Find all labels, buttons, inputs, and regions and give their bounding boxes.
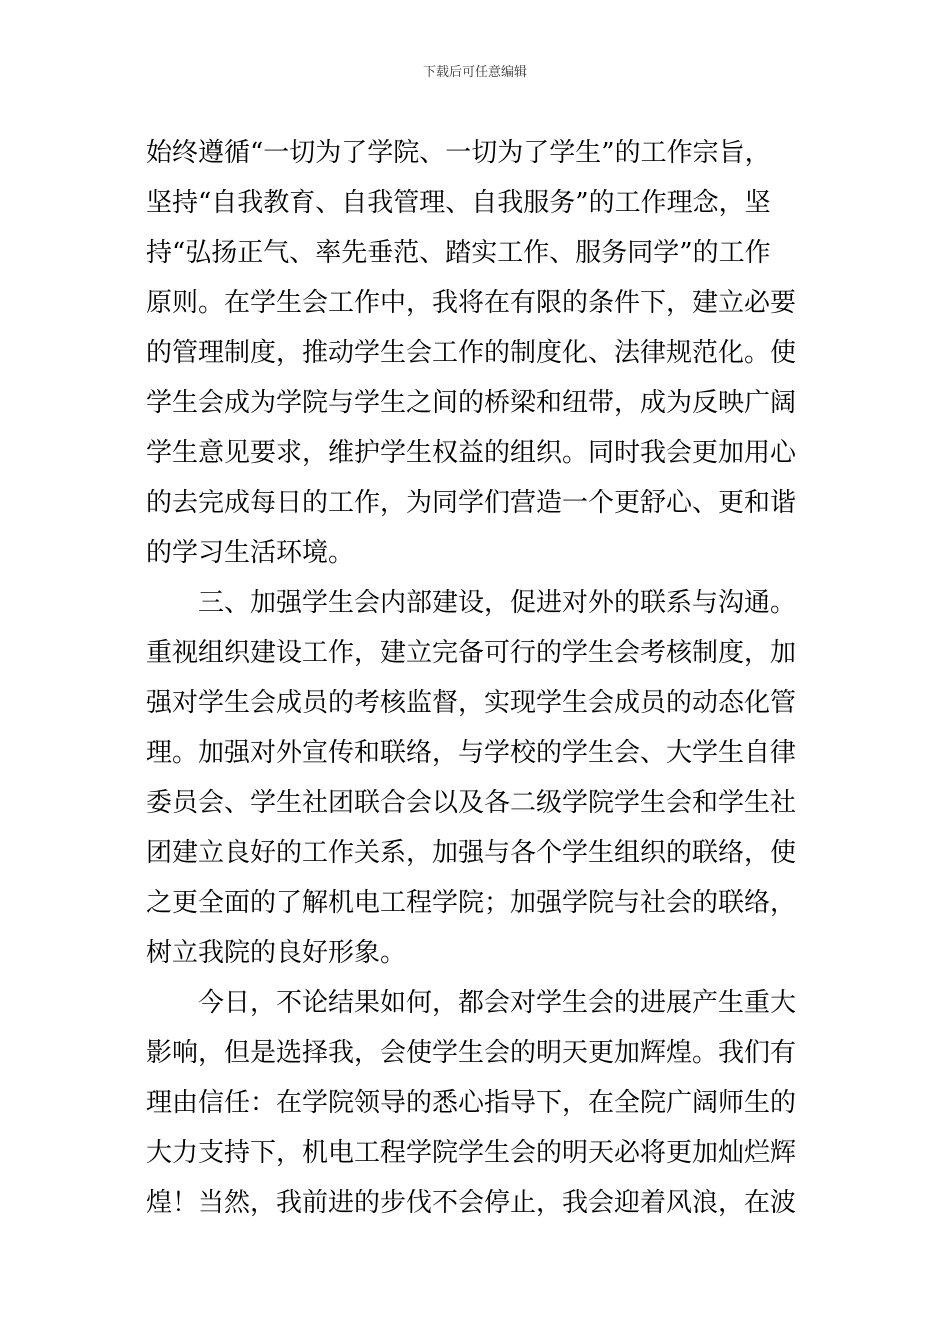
- text-line: 理。加强对外宣传和联络，与学校的学生会、大学生自律: [146, 738, 797, 768]
- text-line: 始终遵循“一切为了学院、一切为了学生”的工作宗旨，: [146, 138, 771, 168]
- document-body: [146, 128, 826, 1228]
- text-line: 原则。在学生会工作中，我将在有限的条件下，建立必要: [146, 288, 797, 318]
- text-line: 持“弘扬正气、率先垂范、踏实工作、服务同学”的工作: [146, 238, 771, 268]
- text-line: 今日，不论结果如何，都会对学生会的进展产生重大: [146, 988, 797, 1018]
- text-line: 团建立良好的工作关系，加强与各个学生组织的联络，使: [146, 838, 797, 868]
- text-line: 煌！当然，我前进的步伐不会停止，我会迎着风浪，在波: [146, 1188, 797, 1218]
- text-line: 影响，但是选择我，会使学生会的明天更加辉煌。我们有: [146, 1038, 797, 1068]
- text-line: 坚持“自我教育、自我管理、自我服务”的工作理念，坚: [146, 188, 771, 218]
- page-header: 下载后可任意编辑: [422, 65, 527, 80]
- text-line: 委员会、学生社团联合会以及各二级学院学生会和学生社: [146, 788, 797, 818]
- text-line: 学生意见要求，维护学生权益的组织。同时我会更加用心: [146, 438, 797, 468]
- text-line: 学生会成为学院与学生之间的桥梁和纽带，成为反映广阔: [146, 388, 797, 418]
- text-line: 树立我院的良好形象。: [146, 938, 407, 968]
- text-line: 的管理制度，推动学生会工作的制度化、法律规范化。使: [146, 338, 797, 368]
- text-line: 的去完成每日的工作，为同学们营造一个更舒心、更和谐: [146, 488, 797, 518]
- text-line: 重视组织建设工作，建立完备可行的学生会考核制度，加: [146, 638, 797, 668]
- text-line: 三、加强学生会内部建设，促进对外的联系与沟通。: [146, 588, 797, 618]
- text-line: 大力支持下，机电工程学院学生会的明天必将更加灿烂辉: [146, 1138, 797, 1168]
- text-line: 的学习生活环境。: [146, 538, 355, 568]
- text-line: 理由信任：在学院领导的悉心指导下，在全院广阔师生的: [146, 1088, 797, 1118]
- text-line: 强对学生会成员的考核监督，实现学生会成员的动态化管: [146, 688, 797, 718]
- text-line: 之更全面的了解机电工程学院；加强学院与社会的联络，: [146, 888, 797, 918]
